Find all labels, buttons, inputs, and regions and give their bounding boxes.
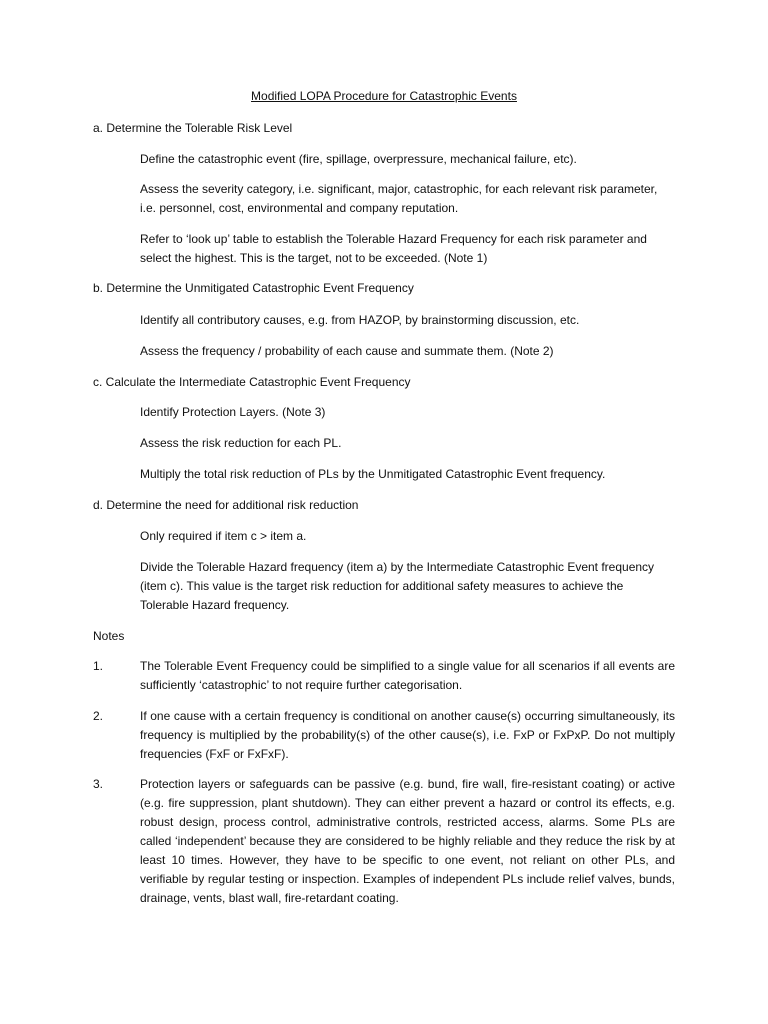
section-a-paragraph-1: Define the catastrophic event (fire, spillage, overpressure, mechanical failure, etc). [140, 152, 577, 166]
note-3-number: 3. [93, 777, 104, 791]
section-a-paragraph-3: Refer to ‘look up’ table to establish the Tolerable Hazard Frequency for each risk parameter and select the highest. This is the target, not to be exceeded. (Note 1) [140, 232, 647, 265]
section-c-paragraph-3: Multiply the total risk reduction of PLs by the Unmitigated Catastrophic Event frequency. [140, 467, 606, 481]
section-a-heading: a. Determine the Tolerable Risk Level [93, 121, 293, 135]
page-title: Modified LOPA Procedure for Catastrophic Events [251, 89, 517, 103]
section-b-paragraph-2: Assess the frequency / probability of each cause and summate them. (Note 2) [140, 344, 554, 358]
note-2-text: If one cause with a certain frequency is conditional on another cause(s) occurring simultaneously, its frequency is multiplied by the probability(s) of the other cause(s), i.e. FxP or FxPxP. Do not multiply frequencies (FxF or FxFxF). [140, 709, 675, 761]
section-d-paragraph-2: Divide the Tolerable Hazard frequency (item a) by the Intermediate Catastrophic Event frequency (item c). This value is the target risk reduction for additional safety measures to achieve the Tolerable Hazard frequency. [140, 560, 655, 612]
section-d-heading: d. Determine the need for additional risk reduction [93, 498, 359, 512]
note-3-text: Protection layers or safeguards can be passive (e.g. bund, fire wall, fire-resistant coating) or active (e.g. fire suppression, plant shutdown). They can either prevent a hazard or control its effects, e.g. robust design, process control, administrative controls, restricted access, alarms. Some PLs are called ‘independent’ because they are considered to be highly reliable and they reduce the risk by at least 10 times. However, they have to be specific to one event, not reliant on other PLs, and verifiable by regular testing or inspection. Examples of independent PLs include relief valves, bunds, drainage, vents, blast wall, fire-retardant coating. [140, 777, 675, 905]
note-1-number: 1. [93, 659, 104, 673]
note-2-number: 2. [93, 709, 104, 723]
section-a-paragraph-2: Assess the severity category, i.e. significant, major, catastrophic, for each relevant risk parameter, i.e. personnel, cost, environmental and company reputation. [140, 182, 658, 215]
notes-heading: Notes [93, 629, 125, 643]
section-c-heading: c. Calculate the Intermediate Catastrophic Event Frequency [93, 375, 411, 389]
section-c-paragraph-2: Assess the risk reduction for each PL. [140, 436, 342, 450]
section-c-paragraph-1: Identify Protection Layers. (Note 3) [140, 405, 326, 419]
section-b-paragraph-1: Identify all contributory causes, e.g. from HAZOP, by brainstorming discussion, etc. [140, 313, 580, 327]
section-b-heading: b. Determine the Unmitigated Catastrophic Event Frequency [93, 281, 414, 295]
section-d-paragraph-1: Only required if item c > item a. [140, 529, 307, 543]
note-1-text: The Tolerable Event Frequency could be simplified to a single value for all scenarios if all events are sufficiently ‘catastrophic’ to not require further categorisation. [140, 659, 675, 692]
